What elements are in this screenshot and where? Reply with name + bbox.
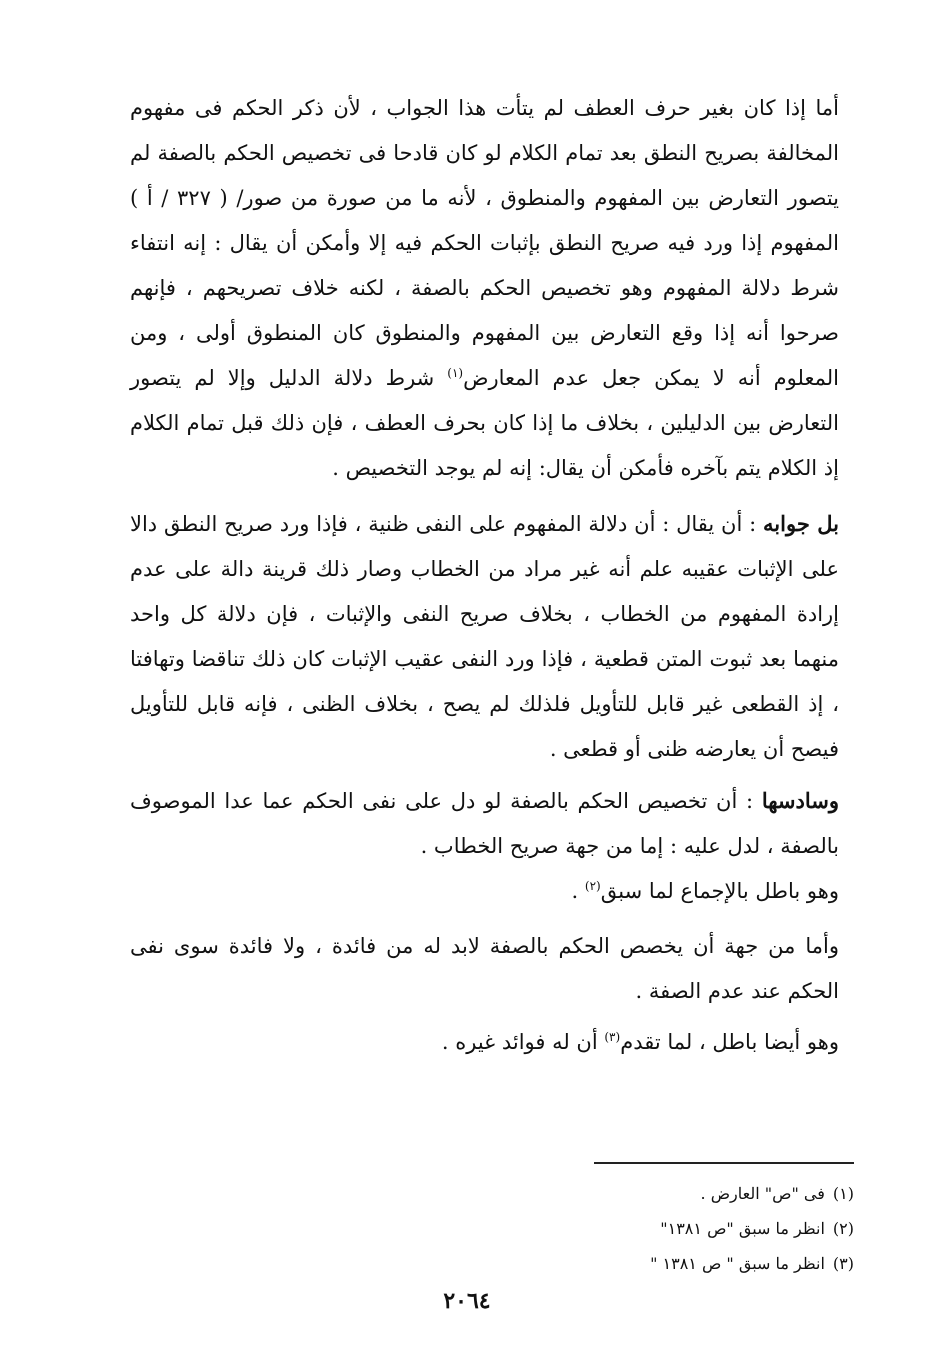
paragraph-2	[130, 501, 839, 772]
paragraph-1	[130, 86, 839, 491]
paragraph-lead: وسادسها	[761, 788, 839, 813]
footnote-ref-1: (١)	[447, 366, 464, 380]
footnote-ref-2: (٢)	[584, 879, 601, 893]
paragraph-text: وهو باطل بالإجماع لما سبق	[600, 879, 839, 903]
main-text	[130, 86, 839, 1065]
page-number: ٢٠٦٤	[443, 1288, 491, 1314]
paragraph-text: : أن تخصيص الحكم بالصفة لو دل على نفى الحكم عما عدا الموصوف بالصفة ، لدل عليه : إما من جهة صريح الخطاب .	[130, 789, 839, 858]
paragraph-4	[130, 869, 839, 914]
footnote-number: (٣)	[832, 1254, 854, 1273]
footnote-text: فى "ص" العارض .	[700, 1184, 825, 1203]
paragraph-text: : أن يقال : أن دلالة المفهوم على النفى ظنية ، فإذا ورد صريح النطق دالا على الإثبات عقيبه علم أنه غير مراد من الخطاب وصار ذلك قرينة دالة على عدم إرادة المفهوم من الخطاب ، بخلاف صريح النفى والإثبات ، فإن دلالة كل واحد منهما بعد ثبوت المتن قطعية ، فإذا ورد النفى عقيب الإثبات كان ذلك تناقضا وتهافتا ، إذ القطعى غير قابل للتأويل فلذلك لم يصح ، بخلاف الظنى ، فإنه قابل للتأويل فيصح أن يعارضه ظنى أو قطعى .	[130, 512, 839, 761]
footnote-number: (٢)	[832, 1219, 854, 1238]
paragraph-5	[130, 924, 839, 1014]
paragraph-text: وهو أيضا باطل ، لما تقدم	[620, 1030, 839, 1054]
paragraph-text-continued: أن له فوائد غيره .	[441, 1030, 605, 1054]
footnote-1	[354, 1176, 854, 1211]
paragraph-text: أما إذا كان بغير حرف العطف لم يتأت هذا الجواب ، لأن ذكر الحكم فى مفهوم المخالفة بصريح النطق بعد تمام الكلام لو كان قادحا فى تخصيص الحكم بالصفة لم يتصور التعارض بين المفهوم والمنطوق ، لأنه ما من صورة من صور/ ( ٣٢٧ / أ ) المفهوم إذا ورد فيه صريح النطق بإثبات الحكم فيه إلا وأمكن أن يقال : إنه انتفاء شرط دلالة المفهوم وهو تخصيص الحكم بالصفة ، لكنه خلاف تصريحهم ، فإنهم صرحوا أنه إذا وقع التعارض بين المفهوم والمنطوق كان المنطوق أولى ، ومن المعلوم أنه لا يمكن جعل عدم المعارض	[130, 96, 839, 390]
footnote-text: انظر ما سبق " ص ١٣٨١ "	[650, 1254, 825, 1273]
paragraph-text: وأما من جهة أن يخصص الحكم بالصفة لابد له من فائدة ، ولا فائدة سوى نفى الحكم عند عدم الصفة .	[130, 934, 839, 1003]
paragraph-text-continued: شرط دلالة الدليل وإلا لم يتصور التعارض بين الدليلين ، بخلاف ما إذا كان بحرف العطف ، فإن ذلك قبل تمام الكلام إذ الكلام يتم بآخره فأمكن أن يقال: إنه لم يوجد التخصيص .	[130, 366, 839, 480]
footnotes	[354, 1176, 854, 1281]
paragraph-text-continued: .	[571, 879, 585, 903]
footnote-divider	[594, 1162, 854, 1164]
paragraph-3	[130, 778, 839, 869]
paragraph-6	[130, 1020, 839, 1065]
footnote-text: انظر ما سبق "ص ١٣٨١"	[660, 1219, 825, 1238]
paragraph-lead: بل جوابه	[763, 511, 839, 536]
footnote-number: (١)	[832, 1184, 854, 1203]
footnote-2	[354, 1211, 854, 1246]
footnote-ref-3: (٣)	[604, 1030, 621, 1044]
footnote-3	[354, 1246, 854, 1281]
